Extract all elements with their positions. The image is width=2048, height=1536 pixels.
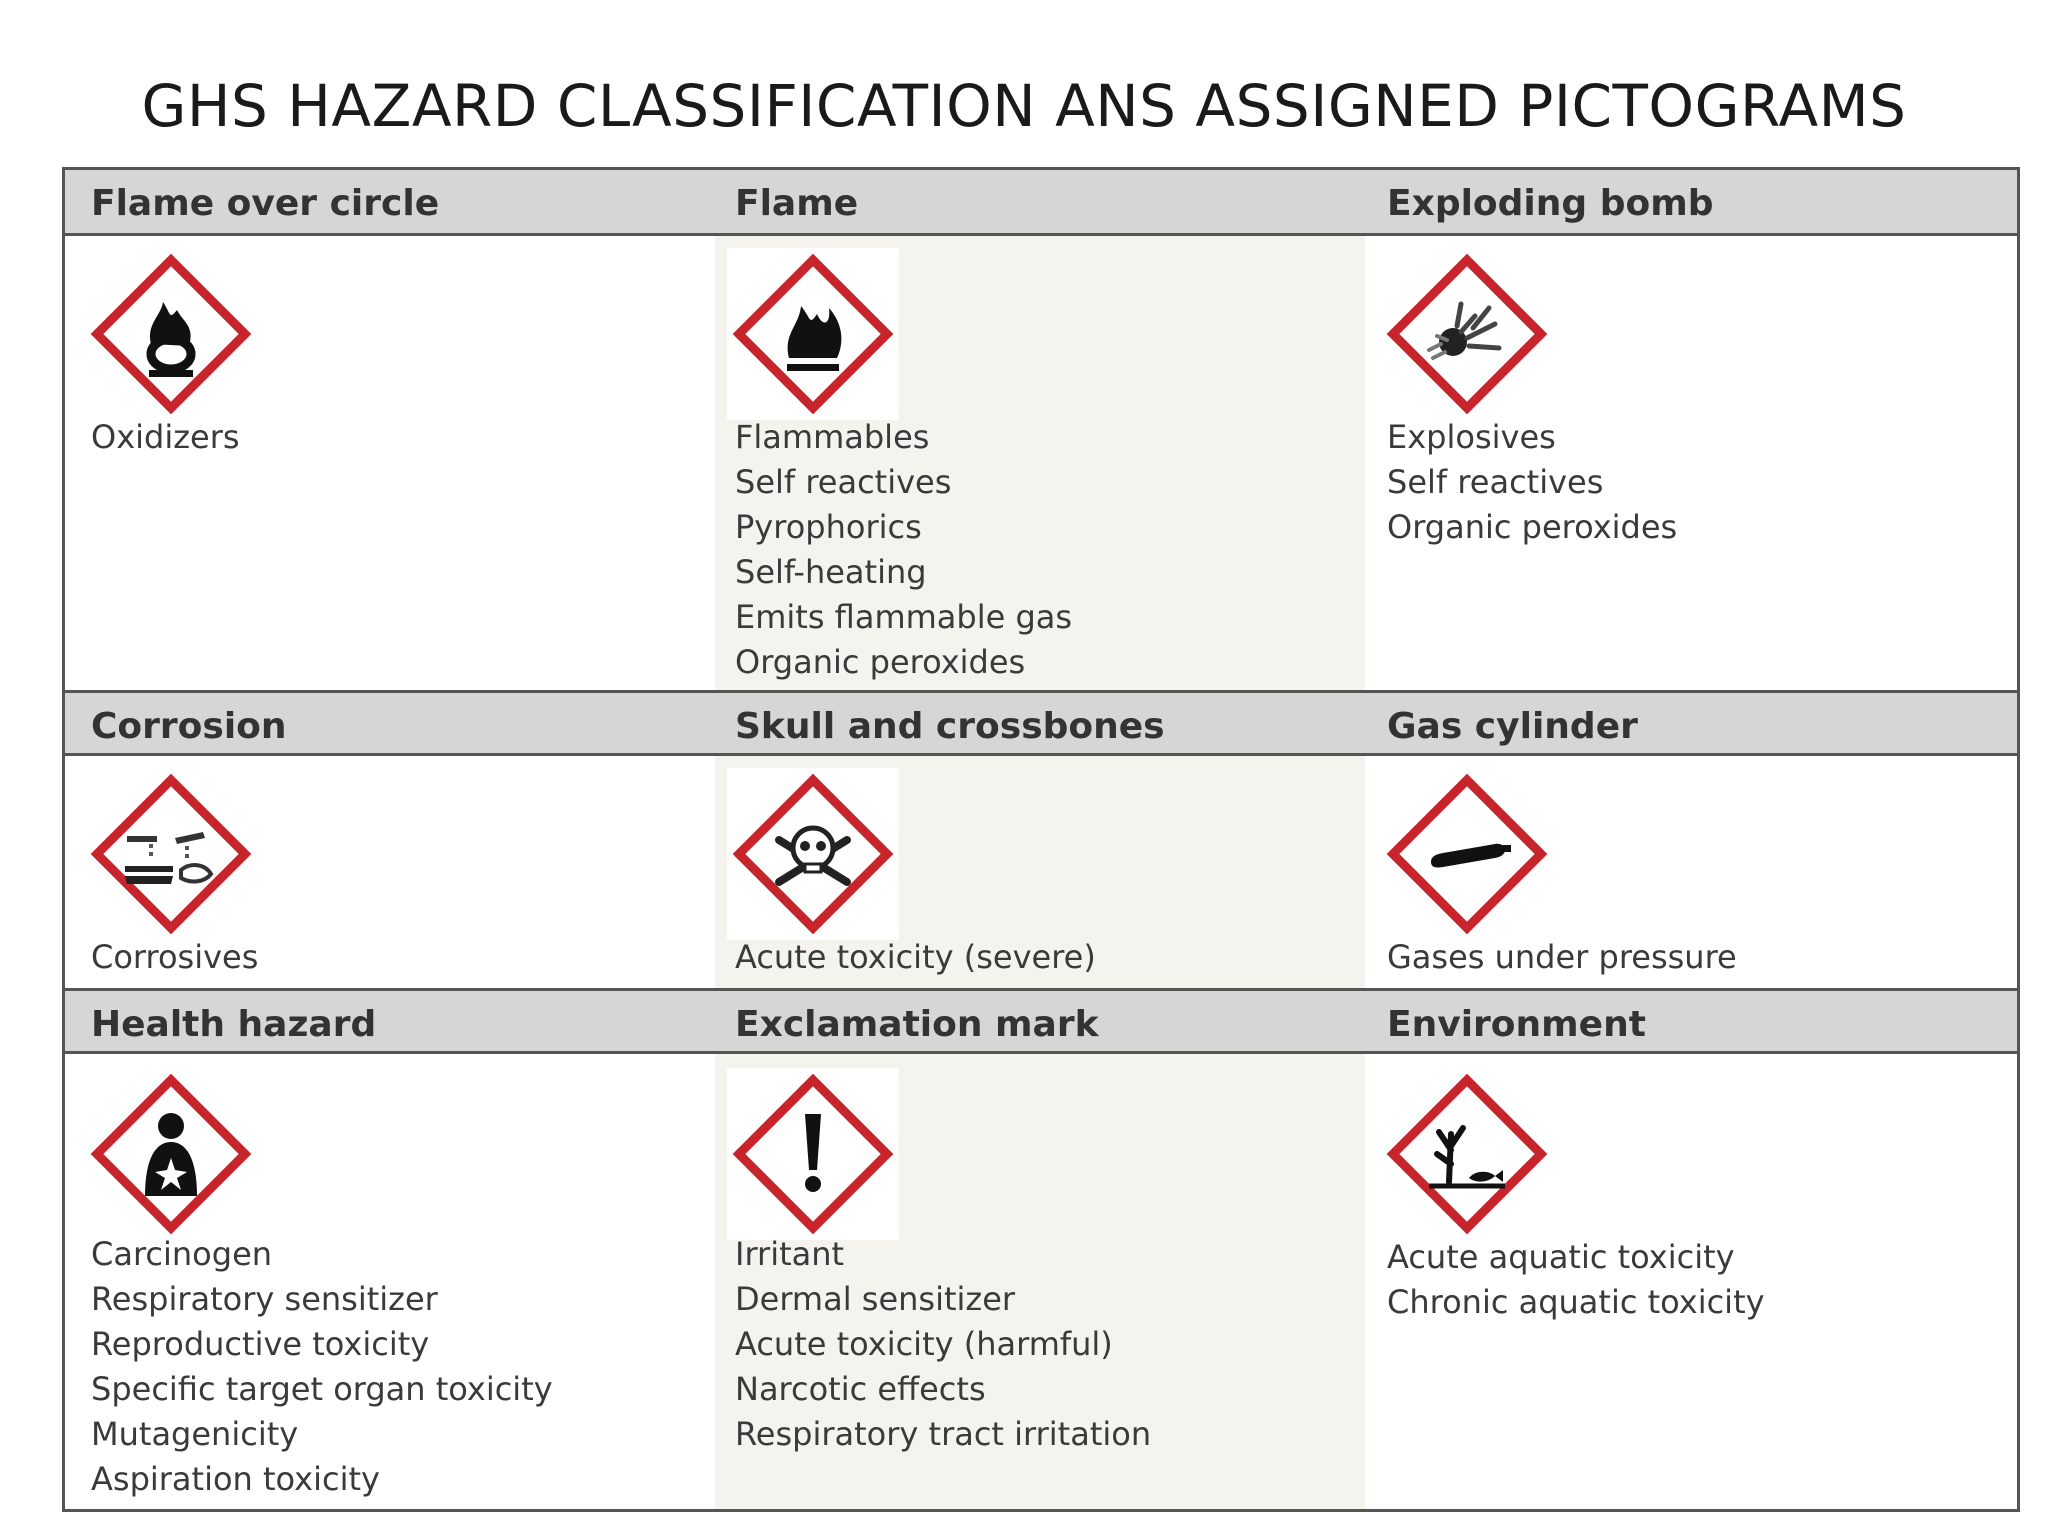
- list-item: Reproductive toxicity: [91, 1325, 430, 1363]
- list-item: Acute aquatic toxicity: [1387, 1238, 1735, 1276]
- page-title: GHS HAZARD CLASSIFICATION ANS ASSIGNED PICTOGRAMS: [141, 72, 1907, 140]
- exploding-bomb-icon: [1387, 254, 1547, 414]
- header-flame-over-circle: Flame over circle: [91, 183, 440, 224]
- list-item: Dermal sensitizer: [735, 1280, 1016, 1318]
- list-item: Organic peroxides: [735, 643, 1026, 681]
- list-item: Corrosives: [91, 938, 259, 976]
- list-skull-crossbones: [735, 935, 1096, 980]
- list-item: Respiratory tract irritation: [735, 1415, 1152, 1453]
- list-item: Emits flammable gas: [735, 598, 1073, 636]
- list-item: Chronic aquatic toxicity: [1387, 1283, 1765, 1321]
- list-item: Narcotic effects: [735, 1370, 986, 1408]
- list-item: Self reactives: [735, 463, 952, 501]
- list-exclamation-mark: [735, 1232, 1151, 1457]
- list-item: Acute toxicity (severe): [735, 938, 1096, 976]
- header-environment: Environment: [1387, 1004, 1646, 1045]
- corrosion-icon: [91, 774, 251, 934]
- row-2-header: [65, 690, 2017, 756]
- list-gas-cylinder: [1387, 935, 1737, 980]
- list-item: Oxidizers: [91, 418, 240, 456]
- list-item: Acute toxicity (harmful): [735, 1325, 1113, 1363]
- header-health-hazard: Health hazard: [91, 1004, 377, 1045]
- list-item: Organic peroxides: [1387, 508, 1678, 546]
- list-health-hazard: [91, 1232, 553, 1502]
- list-item: Self-heating: [735, 553, 927, 591]
- header-corrosion: Corrosion: [91, 706, 287, 747]
- list-item: Irritant: [735, 1235, 845, 1273]
- list-item: Carcinogen: [91, 1235, 273, 1273]
- list-item: Aspiration toxicity: [91, 1460, 380, 1498]
- header-flame: Flame: [735, 183, 859, 224]
- header-exploding-bomb: Exploding bomb: [1387, 183, 1714, 224]
- list-item: Specific target organ toxicity: [91, 1370, 553, 1408]
- row-3-header: [65, 988, 2017, 1054]
- header-gas-cylinder: Gas cylinder: [1387, 706, 1638, 747]
- list-item: Self reactives: [1387, 463, 1604, 501]
- row-1-header: [65, 170, 2017, 236]
- list-exploding-bomb: [1387, 415, 1677, 550]
- flame-icon: [733, 254, 893, 414]
- list-item: Gases under pressure: [1387, 938, 1737, 976]
- list-flame: [735, 415, 1072, 685]
- list-item: Mutagenicity: [91, 1415, 299, 1453]
- health-hazard-icon: [91, 1074, 251, 1234]
- list-item: Flammables: [735, 418, 930, 456]
- list-corrosion: [91, 935, 258, 980]
- list-item: Respiratory sensitizer: [91, 1280, 438, 1318]
- gas-cylinder-icon: [1387, 774, 1547, 934]
- flame-over-circle-icon: [91, 254, 251, 414]
- list-item: Explosives: [1387, 418, 1556, 456]
- environment-icon: [1387, 1074, 1547, 1234]
- list-environment: [1387, 1235, 1765, 1325]
- list-item: Pyrophorics: [735, 508, 922, 546]
- ghs-table: [62, 167, 2020, 1512]
- header-exclamation-mark: Exclamation mark: [735, 1004, 1099, 1045]
- exclamation-mark-icon: [733, 1074, 893, 1234]
- skull-crossbones-icon: [733, 774, 893, 934]
- list-flame-over-circle: [91, 415, 240, 460]
- header-skull-crossbones: Skull and crossbones: [735, 706, 1165, 747]
